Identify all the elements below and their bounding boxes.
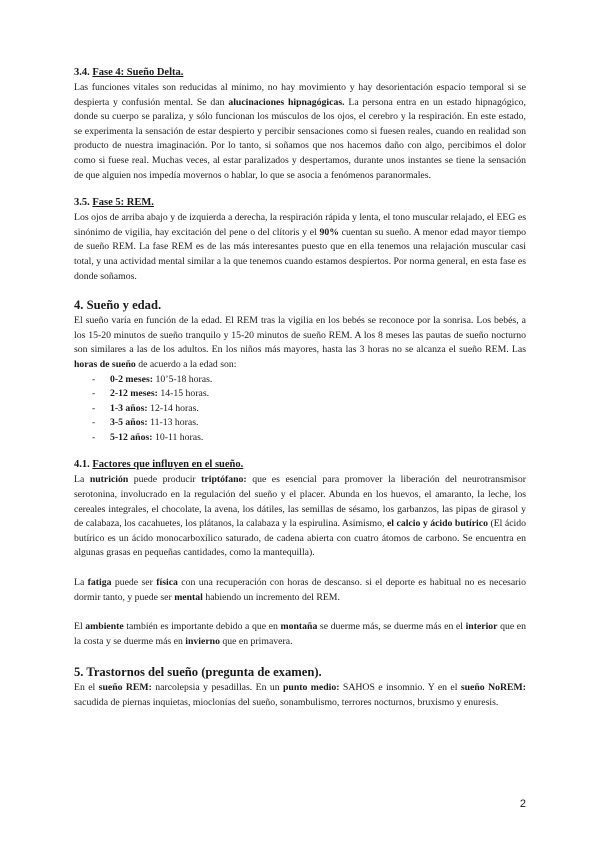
section-title: Factores que influyen en el sueño. [92,459,244,471]
list-item: - 5-12 años: 10-11 horas. [92,431,526,446]
section-4-paragraph: El sueño varía en función de la edad. El REM tras la vigilia en los bebés se reconoce por la sonrisa. Los bebés, a los 15-20 minutos de sueño tranquilo y 15-20 minutos de sueño REM. A los 8 meses las pautas de sueño nocturno son similares a las de los adultos. En los niños más mayores, hasta las 3 horas no se alcanza el sueño REM. Las horas de sueño de acuerdo a la edad son: [74,315,526,370]
section-title: Fase 5: REM. [92,197,154,209]
nutrition-paragraph: La nutrición puede producir triptófano: que es esencial para promover la liberación del neurotransmisor serotonina, involucrado en la regulación del sueño y el placer. Abunda en los huevos, el amaranto, la leche, los cereales integrales, el chocolate, la avena, los dátiles, las semillas de sésamo, los garbanzos, las pipas de girasol y de calabaza, los cacahuetes, los plátanos, la calabaza y la espirulina. Asimismo, el calcio y ácido butírico (El ácido butírico es un ácido monocarboxílico saturado, de cadena abierta con cuatro átomos de carbono. Se encuentra en algunas grasas en pequeñas cantidades, como la mantequilla). [74,474,527,559]
section-5-paragraph: En el sueño REM: narcolepsia y pesadillas. En un punto medio: SAHOS e insomnio. Y en el sueño NoREM: sacudida de piernas inquietas, mioclonías del sueño, sonambulismo, terrores nocturnos, bruxismo y enuresis. [74,682,526,708]
list-item: - 0-2 meses: 10’5-18 horas. [92,373,526,388]
section-5-heading: 5. Trastornos del sueño (pregunta de examen). [74,665,322,680]
section-number: 3.4. [74,67,90,78]
list-item: - 1-3 años: 12-14 horas. [92,402,526,417]
section-4-1-heading [74,458,526,472]
environment-paragraph: El ambiente también es importante debido a que en montaña se duerme más, se duerme más en el interior que en la costa y se duerme más en invierno que en primavera. [74,621,527,647]
section-3-5-paragraph: Los ojos de arriba abajo y de izquierda a derecha, la respiración rápida y lenta, el tono muscular relajado, el EEG es sinónimo de vigilia, hay excitación del pene o del clítoris y el 90% cuentan su sueño. A menor edad mayor tiempo de sueño REM. La fase REM es de las más interesantes puesto que en ella tenemos una relajación muscular casi total, y una actividad mental similar a la que tenemos cuando estamos despiertos. Por norma general, en esta fase es donde soñamos. [74,212,526,282]
list-item: - 2-12 meses: 14-15 horas. [92,387,526,402]
section-4-heading: 4. Sueño y edad. [74,298,162,313]
section-number: 3.5. [74,197,90,209]
section-title: Fase 4: Sueño Delta. [92,67,184,78]
fatigue-paragraph: La fatiga puede ser física con una recuperación con horas de descanso. si el deporte es habitual no es necesario dormir tanto, y puede ser mental habiendo un incremento del REM. [74,577,526,603]
section-number: 4.1. [74,459,90,471]
section-3-4-heading [74,66,526,80]
document-page [74,66,526,711]
section-3-5-heading [74,196,526,210]
list-item: - 3-5 años: 11-13 horas. [92,416,526,431]
page-number: 2 [519,798,526,810]
sleep-hours-by-age-list [74,373,526,446]
section-3-4-paragraph: Las funciones vitales son reducidas al mínimo, no hay movimiento y hay desorientación espacio temporal si se despierta y confusión mental. Se dan alucinaciones hipnagógicas. La persona entra en un estado hipnagógico, donde su cuerpo se paraliza, y sólo funcionan los músculos de los ojos, el cerebro y la respiración. En este estado, se experimenta la sensación de estar despierto y percibir sensaciones como si fuesen reales, cuando en realidad son producto de nuestra imaginación. Por lo tanto, si soñamos que nos hacemos daño con algo, percibimos el dolor como si fuese real. Muchas veces, al estar paralizados y despertamos, durante unos instantes se tiene la sensación de que alguien nos impedía movernos o hablar, lo que se asocia a fenómenos paranormales. [74,82,526,181]
